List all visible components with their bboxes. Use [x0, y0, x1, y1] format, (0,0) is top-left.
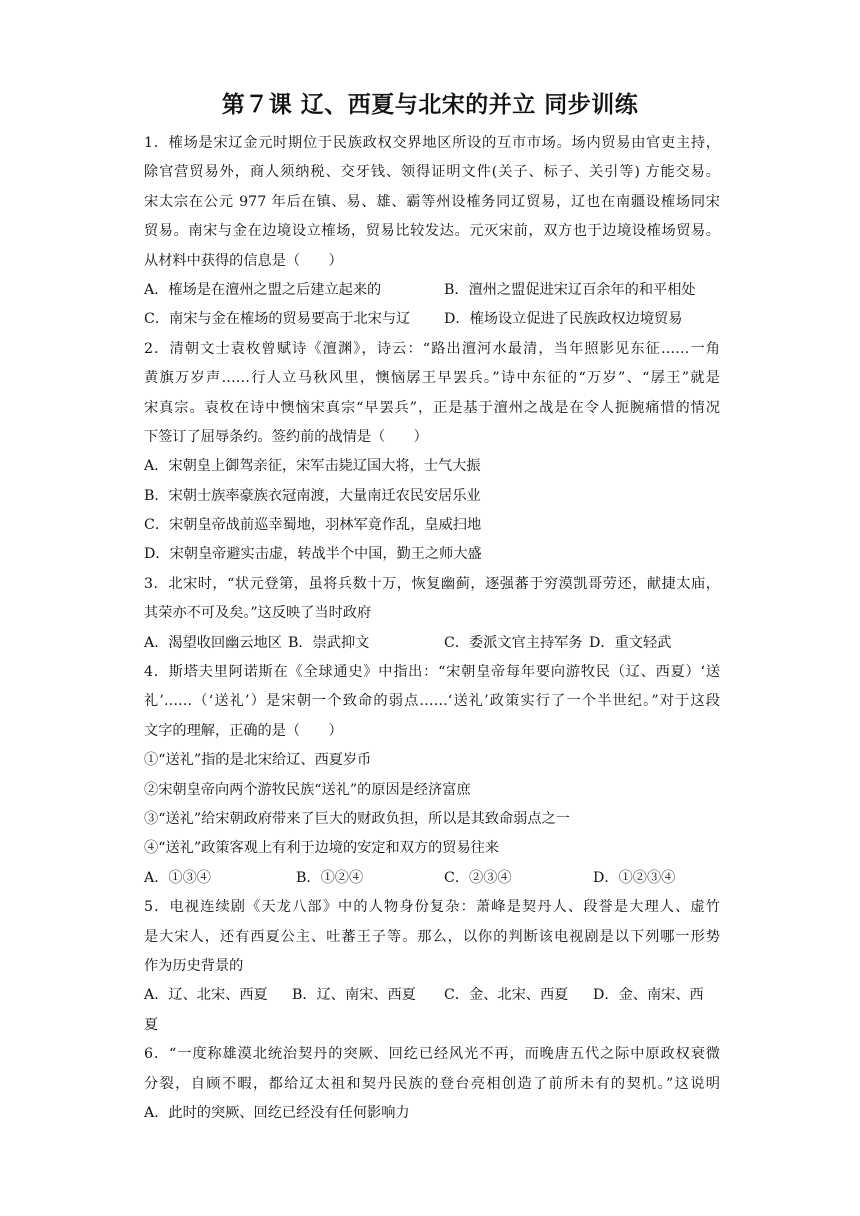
- q5-options-row: [144, 981, 720, 1010]
- q2-stem-line: 黄旗万岁声……行人立马秋风里，懊恼孱王早罢兵。”诗中东征的“万岁”、“孱王”就是: [144, 370, 720, 387]
- q3-stem-line: 其荣亦不可及矣。”这反映了当时政府: [144, 605, 372, 622]
- q2-option-d: D．宋朝皇帝避实击虚，转战半个中国，勤王之师大盛: [144, 546, 482, 563]
- q4-stem-line: 文字的理解，正确的是（ ）: [144, 722, 343, 739]
- q3-stem-line: 3．北宋时，“状元登第，虽将兵数十万，恢复幽蓟，逐强蕃于穷漠凯哥劳还，献捷太庙，: [144, 575, 720, 592]
- q1-options-row: [144, 305, 720, 334]
- q3-option-c: C．委派文官主持军务: [444, 634, 583, 651]
- q4-stem-line: 4．斯塔夫里阿诺斯在《全球通史》中指出：“宋朝皇帝每年要向游牧民（辽、西夏）‘送: [144, 664, 720, 681]
- q5-option-d-wrap: 夏: [144, 1016, 159, 1033]
- q4-statement: ③“送礼”给宋朝政府带来了巨大的财政负担，所以是其致命弱点之一: [144, 810, 570, 827]
- q4-option-c: C．②③④: [444, 869, 512, 886]
- q1-option-c: C．南宋与金在榷场的贸易要高于北宋与辽: [144, 311, 411, 328]
- q2-option-c: C．宋朝皇帝战前巡幸蜀地，羽林军竟作乱，皇威扫地: [144, 517, 482, 534]
- q2-option-a: A．宋朝皇上御驾亲征，宋军击毙辽国大将，士气大振: [144, 458, 481, 475]
- q4-option-b: B．①②④: [296, 869, 364, 886]
- question-list: [144, 129, 720, 1128]
- q5-option-d: D．金、南宋、西: [593, 987, 704, 1004]
- q3-option-b: B．崇武抑文: [288, 634, 370, 651]
- q6-stem-line: 6．“一度称雄漠北统治契丹的突厥、回纥已经风光不再，而晚唐五代之际中原政权衰微: [144, 1046, 720, 1063]
- q5-option-c: C．金、北宋、西夏: [444, 987, 569, 1004]
- q4-statement: ②宋朝皇帝向两个游牧民族“送礼”的原因是经济富庶: [144, 781, 471, 798]
- q3-option-d: D．重文轻武: [589, 634, 672, 651]
- page-title: 第７课 辽、西夏与北宋的并立 同步训练: [221, 92, 639, 118]
- q5-stem-line: 作为历史背景的: [144, 957, 244, 974]
- q5-option-a: A．辽、北宋、西夏: [144, 987, 268, 1004]
- q1-stem-line: 宋太宗在公元 977 年后在镇、易、雄、霸等州设榷务同辽贸易，辽也在南疆设榷场同宋: [144, 193, 720, 210]
- q1-option-d: D．榷场设立促进了民族政权边境贸易: [444, 311, 683, 328]
- q2-option-b: B．宋朝士族率豪族衣冠南渡，大量南迁农民安居乐业: [144, 487, 481, 504]
- q1-option-b: B．澶州之盟促进宋辽百余年的和平相处: [444, 281, 696, 298]
- q1-options-row: [144, 276, 720, 305]
- q6-stem-line: 分裂，自顾不暇，都给辽太祖和契丹民族的登台亮相创造了前所未有的契机。”这说明: [144, 1075, 720, 1092]
- q4-stem-line: 礼’……（‘送礼’）是宋朝一个致命的弱点……‘送礼’政策实行了一个半世纪。”对于这段: [144, 693, 720, 710]
- q1-stem-line: 从材料中获得的信息是（ ）: [144, 252, 343, 269]
- q2-stem-line: 下签订了屈辱条约。签约前的战情是（ ）: [144, 428, 428, 445]
- q4-statement: ④“送礼”政策客观上有利于边境的安定和双方的贸易往来: [144, 840, 500, 857]
- q6-option-a: A．此时的突厥、回纥已经没有任何影响力: [144, 1104, 410, 1121]
- q5-stem-line: 5．电视连续剧《天龙八部》中的人物身份复杂：萧峰是契丹人、段誉是大理人、虚竹: [144, 899, 720, 916]
- q2-stem-line: 宋真宗。袁枚在诗中懊恼宋真宗“早罢兵”，正是基于澶州之战是在令人扼腕痛惜的情况: [144, 399, 720, 416]
- q1-option-a: A．榷场是在澶州之盟之后建立起来的: [144, 281, 382, 298]
- q4-statement: ①“送礼”指的是北宋给辽、西夏岁币: [144, 752, 372, 769]
- q3-options-row: [144, 629, 720, 658]
- q5-stem-line: 是大宋人，还有西夏公主、吐蕃王子等。那么，以你的判断该电视剧是以下列哪一形势: [144, 928, 720, 945]
- q5-option-b: B．辽、南宋、西夏: [292, 987, 416, 1004]
- q1-stem-line: 除官营贸易外，商人须纳税、交牙钱、领得证明文件(关子、标子、关引等) 方能交易。: [144, 164, 720, 181]
- q1-stem-line: 1．榷场是宋辽金元时期位于民族政权交界地区所设的互市市场。场内贸易由官吏主持，: [144, 135, 720, 151]
- q1-stem-line: 贸易。南宋与金在边境设立榷场，贸易比较发达。元灭宋前，双方也于边境设榷场贸易。: [144, 223, 720, 240]
- q4-option-a: A．①③④: [144, 869, 211, 886]
- q4-option-d: D．①②③④: [593, 869, 676, 886]
- q3-option-a: A．渴望收回幽云地区: [144, 634, 282, 651]
- q4-options-row: [144, 864, 720, 893]
- q2-stem-line: 2．清朝文士袁枚曾赋诗《澶渊》，诗云：“路出澶河水最清，当年照影见东征……一角: [144, 340, 720, 357]
